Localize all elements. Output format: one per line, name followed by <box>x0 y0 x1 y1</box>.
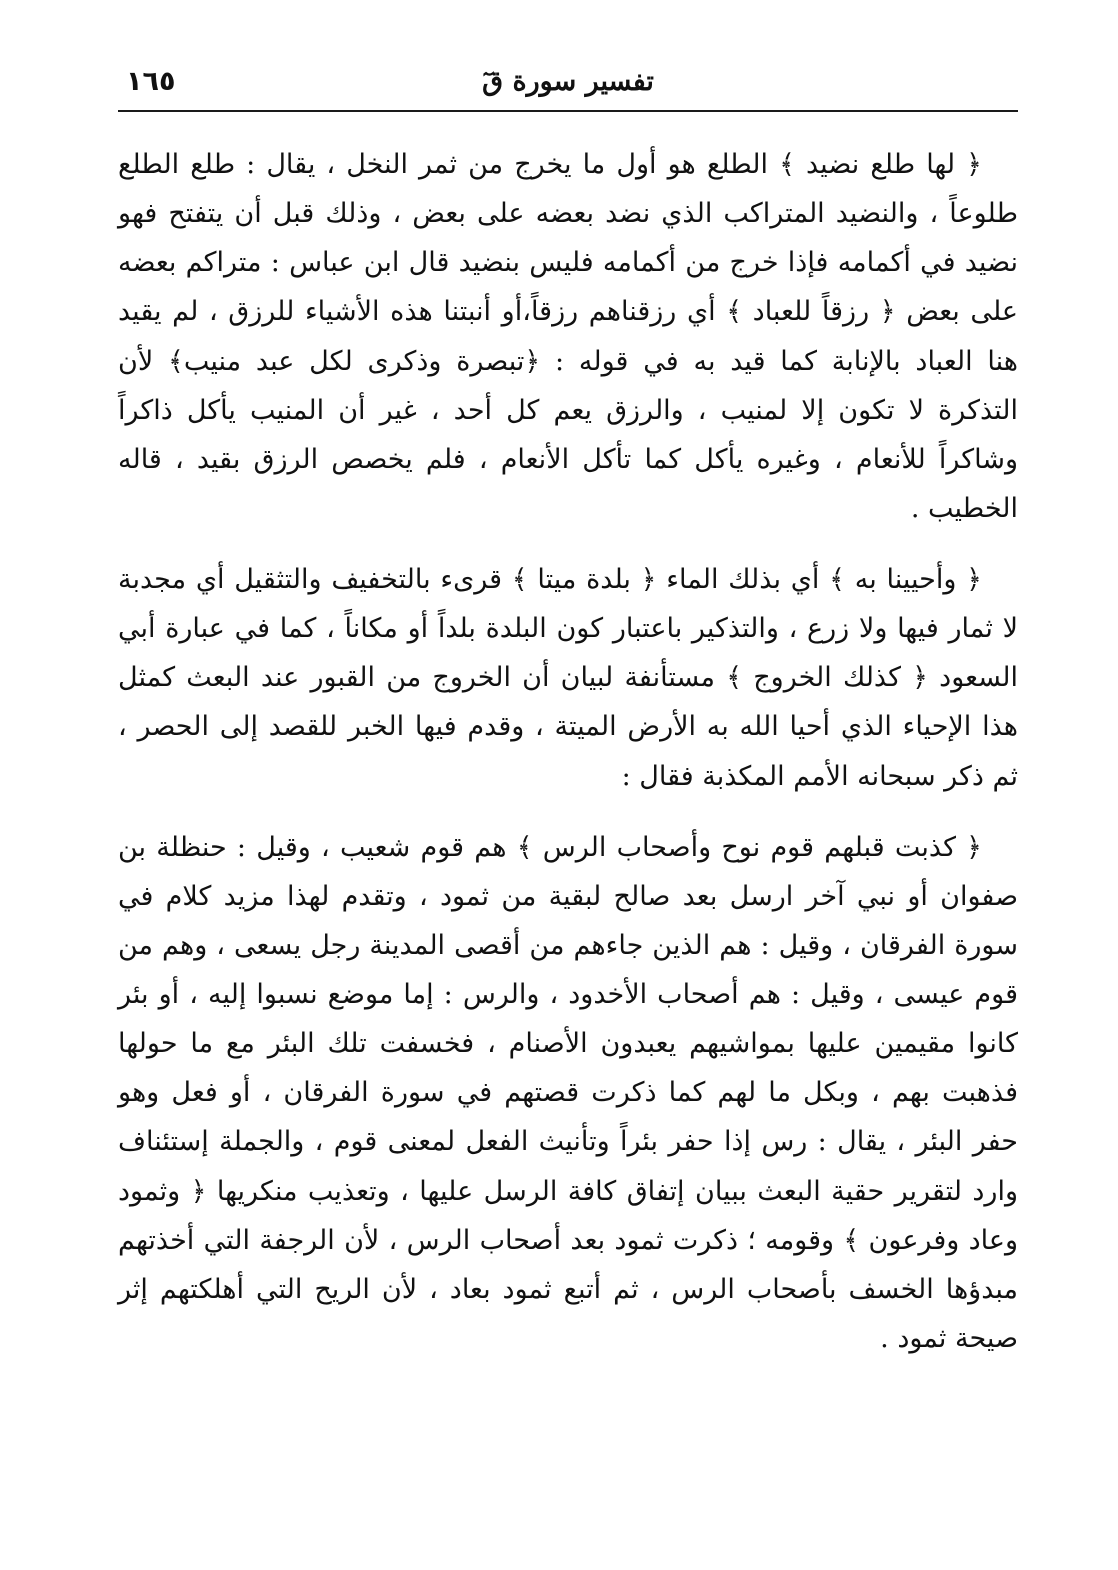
body-text <box>118 140 1018 1363</box>
page-number: ١٦٥ <box>126 66 176 97</box>
running-title: تفسير سورة قٓ <box>482 66 654 97</box>
page-header <box>118 62 1018 106</box>
paragraph-1: ﴿ لها طلع نضيد ﴾ الطلع هو أول ما يخرج من ثمر النخل ، يقال : طلع الطلع طلوعاً ، والنضيد المتراكب الذي نضد بعضه على بعض ، وذلك قبل أن يتفتح فهو نضيد في أكمامه فإذا خرج من أكمامه فليس بنضيد قال ابن عباس : متراكم بعضه على بعض ﴿ رزقاً للعباد ﴾ أي رزقناهم رزقاً،أو أنبتنا هذه الأشياء للرزق ، لم يقيد هنا العباد بالإنابة كما قيد به في قوله : ﴿تبصرة وذكرى لكل عبد منيب﴾ لأن التذكرة لا تكون إلا لمنيب ، والرزق يعم كل أحد ، غير أن المنيب يأكل ذاكراً وشاكراً للأنعام ، وغيره يأكل كما تأكل الأنعام ، فلم يخصص الرزق بقيد ، قاله الخطيب . <box>118 149 1018 524</box>
paragraph-2: ﴿ وأحيينا به ﴾ أي بذلك الماء ﴿ بلدة ميتا ﴾ قرىء بالتخفيف والتثقيل أي مجدبة لا ثمار فيها ولا زرع ، والتذكير باعتبار كون البلدة بلداً أو مكاناً ، كما في عبارة أبي السعود ﴿ كذلك الخروج ﴾ مستأنفة لبيان أن الخروج من القبور عند البعث كمثل هذا الإحياء الذي أحيا الله به الأرض الميتة ، وقدم فيها الخبر للقصد إلى الحصر ، ثم ذكر سبحانه الأمم المكذبة فقال : <box>118 564 1018 792</box>
header-divider <box>118 110 1018 112</box>
paragraph-3: ﴿ كذبت قبلهم قوم نوح وأصحاب الرس ﴾ هم قوم شعيب ، وقيل : حنظلة بن صفوان أو نبي آخر ارسل بعد صالح لبقية من ثمود ، وتقدم لهذا مزيد كلام في سورة الفرقان ، وقيل : هم الذين جاءهم من أقصى المدينة رجل يسعى ، وهم من قوم عيسى ، وقيل : هم أصحاب الأخدود ، والرس : إما موضع نسبوا إليه ، أو بئر كانوا مقيمين عليها بمواشيهم يعبدون الأصنام ، فخسفت تلك البئر مع ما حولها فذهبت بهم ، وبكل ما لهم كما ذكرت قصتهم في سورة الفرقان ، أو فعل وهو حفر البئر ، يقال : رس إذا حفر بئراً وتأنيث الفعل لمعنى قوم ، والجملة إستئناف وارد لتقرير حقية البعث ببيان إتفاق كافة الرسل عليها ، وتعذيب منكريها ﴿ وثمود وعاد وفرعون ﴾ وقومه ؛ ذكرت ثمود بعد أصحاب الرس ، لأن الرجفة التي أخذتهم مبدؤها الخسف بأصحاب الرس ، ثم أتبع ثمود بعاد ، لأن الريح التي أهلكتهم إثر صيحة ثمود . <box>118 831 1018 1354</box>
